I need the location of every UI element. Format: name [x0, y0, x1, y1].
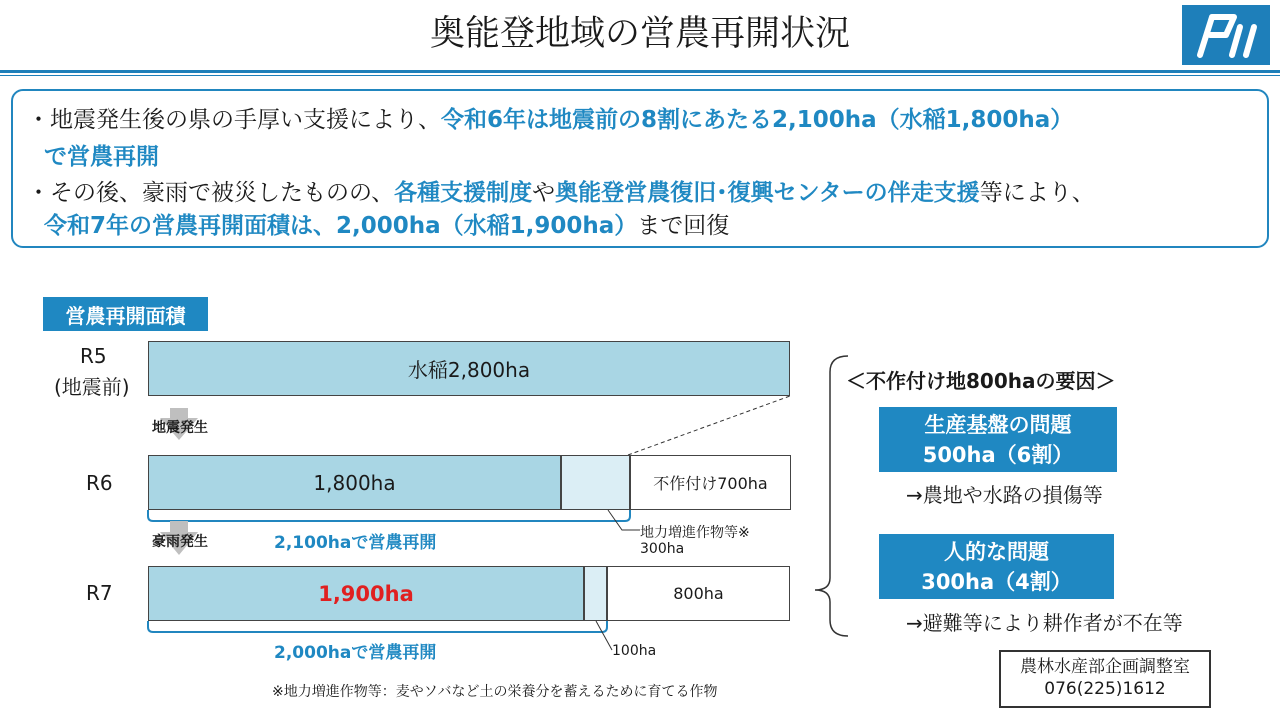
- row-label-r5: R5: [80, 344, 107, 368]
- cause-title: 生産基盤の問題: [924, 413, 1072, 437]
- summary-text: その後、豪雨で被災したものの、: [50, 180, 395, 206]
- page-title: 奥能登地域の営農再開状況: [429, 14, 850, 54]
- summary-highlight: 令和7年の営農再開面積は、2,000ha（水稲1,900ha）: [44, 213, 638, 239]
- cause-human-note: →避難等により耕作者が不在等: [906, 611, 1183, 635]
- row-label-r6: R6: [86, 471, 113, 495]
- r6-soil-value: 300ha: [640, 541, 685, 557]
- contact-box: [999, 650, 1211, 708]
- r7-soil-leader: [596, 621, 612, 650]
- summary-highlight: 令和6年は地震前の8割にあたる2,100ha（水稲1,800ha）: [441, 107, 1074, 133]
- cause-infrastructure-note: →農地や水路の損傷等: [906, 483, 1103, 507]
- contact-department: 農林水産部企画調整室: [1020, 657, 1190, 677]
- contact-phone: 076(225)1612: [1044, 679, 1166, 699]
- r6-soil-note: 地力増進作物等※: [640, 525, 750, 541]
- chart-tag: 営農再開面積: [43, 297, 208, 331]
- r6-resumed-label: 2,100haで営農再開: [274, 533, 437, 553]
- summary-text: まで回復: [637, 213, 730, 239]
- causes-header: ＜不作付け地800haの要因＞: [846, 369, 1116, 393]
- bar-label: 800ha: [673, 584, 724, 603]
- cause-value: 500ha（6割）: [922, 443, 1074, 467]
- summary-highlight: 奥能登営農復旧･復興センターの伴走支援: [555, 180, 980, 206]
- bar-label: 1,800ha: [313, 470, 396, 495]
- summary-text: 地震発生後の県の手厚い支援により、: [50, 107, 441, 133]
- row-label-r7: R7: [86, 581, 113, 605]
- bar-label: 不作付け700ha: [653, 474, 768, 493]
- row-sublabel-r5: (地震前): [54, 375, 130, 399]
- event-heavy-rain: 豪雨発生: [152, 534, 208, 550]
- bullet: ・: [27, 107, 50, 133]
- causes-curly-brace: [815, 356, 848, 636]
- r7-resumed-bracket: [148, 621, 607, 632]
- summary-text: 等により、: [979, 180, 1095, 206]
- footnote: ※地力増進作物等：麦やソバなど土の栄養分を蓄えるために育てる作物: [272, 684, 718, 700]
- bar-label: 水稲2,800ha: [407, 358, 531, 382]
- event-earthquake: 地震発生: [152, 420, 208, 436]
- cause-human-box: [879, 534, 1114, 599]
- r7-resumed-label: 2,000haで営農再開: [274, 643, 437, 663]
- summary-line-2: で営農再開: [44, 144, 159, 170]
- summary-highlight: 各種支援制度: [394, 180, 533, 206]
- cause-title: 人的な問題: [944, 540, 1049, 564]
- bar-label: 1,900ha: [318, 581, 414, 606]
- r6-resumed-bracket: [148, 510, 630, 521]
- cause-infrastructure-box: [879, 407, 1117, 472]
- bullet: ・: [27, 180, 50, 206]
- cause-value: 300ha（4割）: [921, 570, 1072, 594]
- r7-soil-value: 100ha: [612, 643, 657, 659]
- dashed-guide-line: [628, 396, 790, 455]
- summary-text: や: [532, 180, 556, 206]
